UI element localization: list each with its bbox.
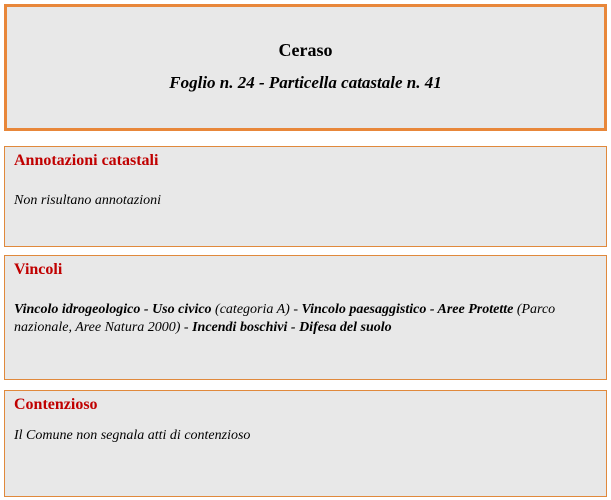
municipality-title: Ceraso bbox=[278, 40, 333, 60]
section-heading: Contenzioso bbox=[14, 396, 98, 413]
parcel-header bbox=[4, 4, 607, 131]
vincolo-item: Incendi boschivi bbox=[192, 320, 288, 335]
parcel-subtitle: Foglio n. 24 - Particella catastale n. 41 bbox=[169, 73, 442, 92]
vincolo-separator: - bbox=[140, 302, 153, 317]
vincolo-separator: - bbox=[287, 320, 300, 335]
contenzioso-text: Il Comune non segnala atti di contenzioso bbox=[14, 428, 251, 443]
vincolo-item: Vincolo idrogeologico bbox=[14, 302, 141, 317]
section-contenzioso bbox=[4, 390, 607, 497]
vincoli-text bbox=[14, 301, 598, 337]
vincolo-item: Uso civico bbox=[152, 302, 212, 317]
vincolo-separator: - bbox=[426, 302, 438, 317]
section-vincoli bbox=[4, 255, 607, 380]
section-annotazioni-catastali bbox=[4, 146, 607, 247]
vincolo-note: (categoria A) - bbox=[211, 302, 302, 317]
vincolo-note: (Parco nazionale, Aree Natura 2000) - bbox=[14, 302, 556, 335]
section-heading: Vincoli bbox=[14, 261, 63, 278]
vincolo-item: Vincolo paesaggistico bbox=[301, 302, 427, 317]
vincolo-item: Difesa del suolo bbox=[299, 320, 392, 335]
section-heading: Annotazioni catastali bbox=[14, 152, 159, 169]
annotazioni-text: Non risultano annotazioni bbox=[14, 193, 162, 208]
vincolo-item: Aree Protette bbox=[437, 302, 514, 317]
